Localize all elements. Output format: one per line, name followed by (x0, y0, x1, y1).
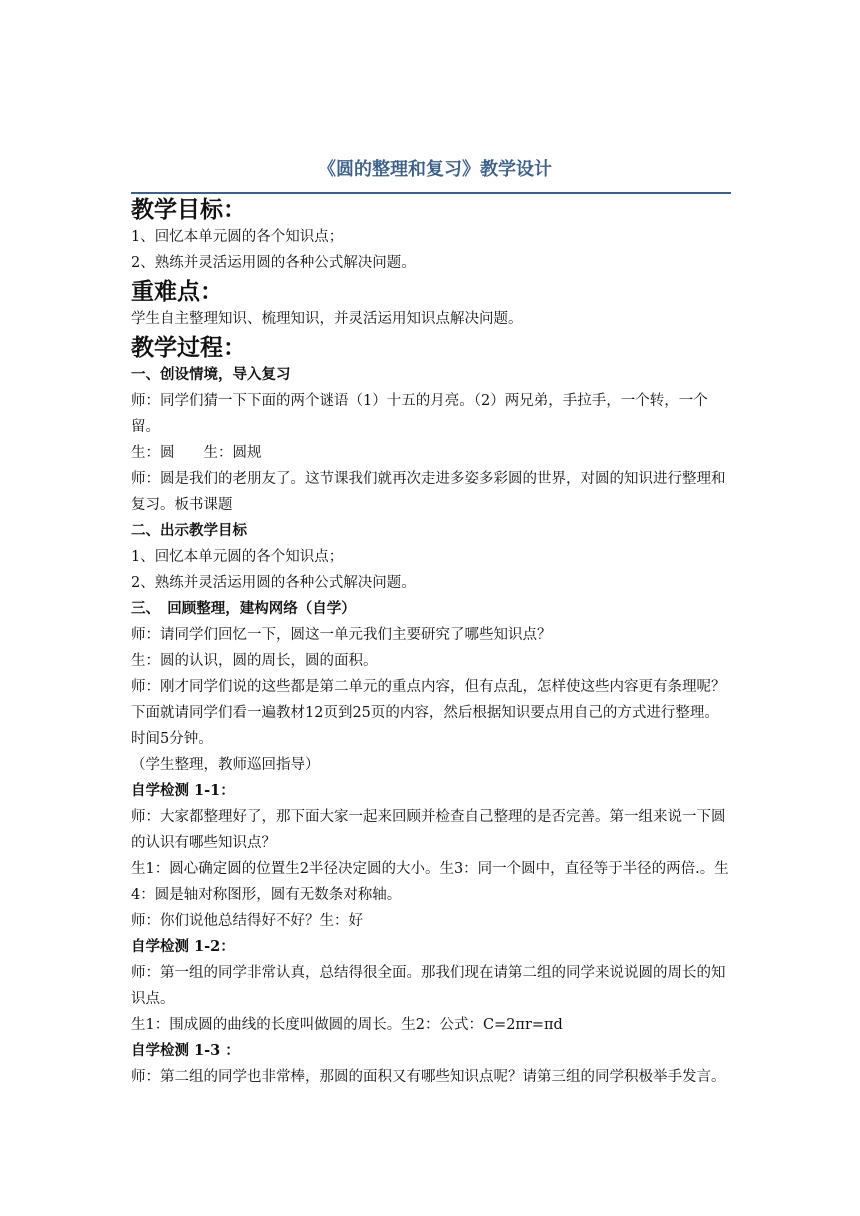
key-points-text: 学生自主整理知识、梳理知识，并灵活运用知识点解决问题。 (131, 311, 523, 327)
subsection-title: 自学检测 1-2： (131, 938, 235, 955)
paragraph: 生：圆的认识，圆的周长，圆的面积。 (131, 653, 378, 669)
paragraph: 师：第一组的同学非常认真，总结得很全面。那我们现在请第二组的同学来说说圆的周长的知识点。 (131, 965, 726, 1007)
section-title: 三、 回顾整理，建构网络（自学） (131, 600, 356, 617)
goals-heading: 教学目标： (131, 197, 246, 223)
goal-item: 2、熟练并灵活运用圆的各种公式解决问题。 (131, 255, 416, 271)
key-points-heading: 重难点： (131, 279, 223, 305)
paragraph: 2、熟练并灵活运用圆的各种公式解决问题。 (131, 575, 416, 591)
subsection-title: 自学检测 1-3 ： (131, 1042, 240, 1059)
paragraph: 生1：圆心确定圆的位置生2半径决定圆的大小。生3：同一个圆中，直径等于半径的两倍.。生4：圆是轴对称图形，圆有无数条对称轴。 (131, 861, 729, 903)
paragraph: 师：第二组的同学也非常棒，那圆的面积又有哪些知识点呢？请第三组的同学积极举手发言。 (131, 1069, 726, 1085)
paragraph: 师：圆是我们的老朋友了。这节课我们就再次走进多姿多彩圆的世界，对圆的知识进行整理和复习。板书课题 (131, 471, 726, 513)
paragraph: （学生整理，教师巡回指导） (131, 757, 320, 773)
paragraph: 师：同学们猜一下下面的两个谜语（1）十五的月亮。（2）两兄弟，手拉手，一个转，一个留。 (131, 393, 708, 435)
paragraph: 1、回忆本单元圆的各个知识点； (131, 549, 344, 565)
paragraph: 生：圆 生：圆规 (131, 445, 262, 461)
paragraph: 师：请同学们回忆一下，圆这一单元我们主要研究了哪些知识点？ (131, 627, 552, 643)
paragraph: 生1：围成圆的曲线的长度叫做圆的周长。生2：公式：C=2πr=πd (131, 1017, 563, 1033)
section-title: 二、出示教学目标 (131, 522, 247, 539)
document-title: 《圆的整理和复习》教学设计 (131, 156, 731, 194)
goal-item: 1、回忆本单元圆的各个知识点； (131, 229, 344, 245)
paragraph: 师：刚才同学们说的这些都是第二单元的重点内容，但有点乱，怎样使这些内容更有条理呢？下面就请同学们看一遍教材12页到25页的内容，然后根据知识要点用自己的方式进行整理。时间5分钟。 (131, 679, 726, 747)
subsection-title: 自学检测 1-1： (131, 782, 235, 799)
process-heading: 教学过程： (131, 335, 246, 361)
document-page (131, 156, 731, 1090)
section-title: 一、创设情境，导入复习 (131, 366, 291, 383)
paragraph: 师：你们说他总结得好不好？生：好 (131, 913, 363, 929)
paragraph: 师：大家都整理好了，那下面大家一起来回顾并检查自己整理的是否完善。第一组来说一下圆的认识有哪些知识点？ (131, 809, 726, 851)
